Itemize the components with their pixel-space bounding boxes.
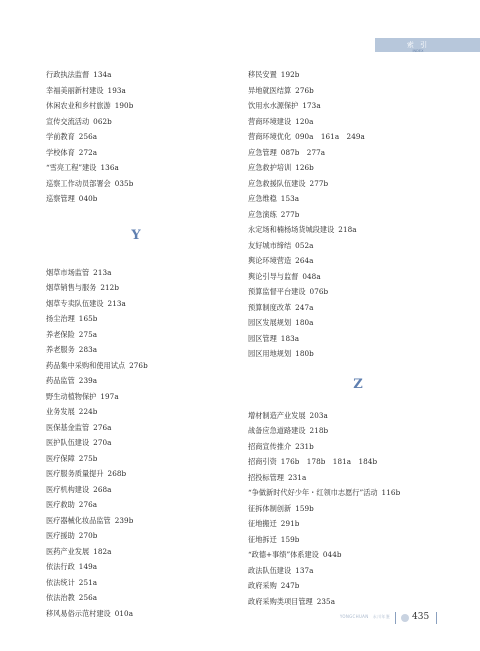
index-term: 烟草销售与服务 [46, 283, 97, 292]
page-reference: 183a [280, 333, 300, 343]
index-entry [248, 485, 468, 501]
section-subtitle: INDEX [412, 49, 424, 53]
page-reference: 212b [100, 283, 120, 292]
index-term: 医疗救助 [46, 500, 75, 509]
index-entry [248, 129, 468, 145]
index-entry [248, 253, 468, 269]
index-entry [46, 342, 226, 358]
index-entry [248, 176, 468, 192]
page-reference: 165b [78, 314, 98, 323]
page-reference: 010a [114, 608, 134, 618]
index-term: “政德+事绩”体系建设 [248, 550, 319, 559]
page-reference: 159b [295, 503, 314, 513]
page-reference: 136a [100, 163, 119, 172]
index-entry [46, 98, 226, 114]
index-term: “争做新时代好少年・红领巾志愿行”活动 [248, 488, 378, 497]
page-reference: 275a [78, 329, 98, 339]
index-entry [46, 311, 226, 327]
index-entry [248, 423, 468, 439]
index-entry [248, 532, 468, 548]
index-term: 营商环境建设 [248, 116, 292, 126]
index-term: 招商宣传推介 [248, 441, 292, 451]
footer-dot-icon [401, 614, 409, 622]
index-term: 舆论引导与监督 [248, 271, 299, 281]
index-term: 医疗器械化妆品监管 [46, 515, 111, 525]
page-reference: 159b [280, 534, 300, 544]
footer-divider [436, 612, 437, 624]
page-reference: 182a [93, 546, 112, 556]
page-reference: 270a [93, 438, 112, 447]
index-entry [248, 439, 468, 455]
index-term: 饮用水水源保护 [248, 101, 299, 110]
index-entry [248, 83, 468, 99]
index-entry [46, 466, 226, 482]
index-entry [46, 559, 226, 575]
index-term: 药品集中采购和使用试点 [46, 360, 126, 370]
index-entry [46, 358, 226, 374]
index-entry [248, 145, 468, 161]
page-reference: 239b [114, 515, 134, 525]
index-term: 医疗保障 [46, 453, 75, 463]
index-term: 园区发展规划 [248, 318, 292, 327]
right-entries-bottom [248, 408, 468, 610]
index-entry [248, 346, 468, 362]
index-term: 招商引资 [248, 457, 277, 466]
index-term: 行政执法监督 [46, 70, 90, 79]
index-entry [46, 544, 226, 560]
page-reference: 137a [295, 565, 314, 575]
index-term: 移民安置 [248, 70, 277, 79]
index-entry [248, 331, 468, 347]
index-term: 移风易俗示范村建设 [46, 608, 111, 618]
page-reference: 052a [295, 240, 314, 250]
index-term: 巡察工作动员部署会 [46, 178, 111, 188]
index-entry [248, 114, 468, 130]
page-reference: 213a [107, 298, 126, 308]
index-term: 养老保险 [46, 329, 75, 339]
index-term: 学校体育 [46, 147, 75, 157]
index-entry [248, 98, 468, 114]
index-term: 幸福美丽新村建设 [46, 85, 104, 95]
index-term: 野生动植物保护 [46, 391, 97, 401]
page-reference: 268a [93, 484, 112, 494]
index-entry [46, 83, 226, 99]
index-term: 休闲农业和乡村旅游 [46, 101, 111, 110]
index-entry [46, 373, 226, 389]
index-entry [248, 207, 468, 223]
index-term: 应急救援队伍建设 [248, 178, 306, 188]
index-term: 预算制度改革 [248, 302, 292, 312]
page-reference: 264a [295, 256, 314, 265]
index-entry [248, 408, 468, 424]
page-number: 435 [412, 612, 430, 622]
page-reference: 251a [78, 577, 98, 587]
index-term: 政府采购类项目管理 [248, 596, 313, 606]
index-entry [248, 578, 468, 594]
page-reference: 153a [280, 194, 300, 203]
index-entry [248, 238, 468, 254]
page-reference: 276a [78, 500, 98, 509]
index-term: 招投标管理 [248, 472, 284, 482]
index-term: 征地搬迁 [248, 519, 277, 528]
right-column [248, 67, 468, 609]
index-term: 战备应急道路建设 [248, 426, 306, 435]
index-term: 异地就医结算 [248, 85, 292, 95]
index-entry [248, 300, 468, 316]
right-entries-top [248, 67, 468, 362]
index-term: 依法行政 [46, 562, 75, 571]
index-entry [46, 191, 226, 207]
index-entry [46, 513, 226, 529]
page-reference: 192b [280, 70, 300, 79]
index-entry [46, 327, 226, 343]
index-term: 医护队伍建设 [46, 438, 90, 447]
page-reference: 272a [78, 147, 98, 157]
footer-brand: YONGCHUAN 永川年鉴 [339, 614, 390, 619]
index-entry [248, 315, 468, 331]
page-reference: 035b [114, 178, 134, 188]
page-reference: 231b [295, 441, 314, 451]
page-reference: 203a [309, 410, 328, 420]
index-entry [46, 451, 226, 467]
index-term: 药品监管 [46, 376, 75, 385]
index-term: 业务发展 [46, 407, 75, 416]
page-reference: 275b [78, 453, 98, 463]
index-term: 医保基金监管 [46, 422, 90, 432]
index-entry [248, 563, 468, 579]
index-entry [248, 284, 468, 300]
index-term: 应急救护培训 [248, 163, 292, 172]
page-reference: 126b [295, 163, 314, 172]
index-term: 应急演练 [248, 209, 277, 219]
index-entry [248, 470, 468, 486]
index-term: 营商环境优化 [248, 132, 292, 141]
index-term: 永定场和楠杨场货城段建设 [248, 225, 335, 234]
index-entry [46, 160, 226, 176]
index-entry [46, 389, 226, 405]
page-reference: 193a [107, 85, 126, 95]
page-reference: 277b [280, 209, 300, 219]
index-term: 医疗机构建设 [46, 484, 90, 494]
index-term: 应急管理 [248, 147, 277, 157]
page-reference: 076b [309, 287, 329, 296]
index-term: 扬尘治理 [46, 314, 75, 323]
left-entries-bottom [46, 265, 226, 622]
index-entry [248, 594, 468, 610]
page-reference: 180b [295, 349, 314, 358]
index-term: “雪亮工程”建设 [46, 163, 97, 172]
page-reference: 291b [280, 519, 300, 528]
page-reference: 149a [78, 562, 98, 571]
index-term: 学前教育 [46, 132, 75, 141]
index-entry [46, 590, 226, 606]
page-reference: 173a [302, 101, 321, 110]
index-entry [46, 528, 226, 544]
index-entry [248, 516, 468, 532]
index-entry [46, 435, 226, 451]
page-reference: 247a [295, 302, 314, 312]
index-entry [46, 176, 226, 192]
page-reference: 116b [381, 488, 401, 497]
index-term: 园区用地规划 [248, 349, 292, 358]
index-entry [46, 575, 226, 591]
index-entry [46, 280, 226, 296]
page-reference: 256a [78, 593, 98, 602]
footer-divider [395, 612, 396, 624]
page-reference: 256a [78, 132, 98, 141]
index-entry [248, 547, 468, 563]
index-term: 政府采购 [248, 581, 277, 590]
index-entry [248, 191, 468, 207]
index-entry [46, 404, 226, 420]
page-reference: 239a [78, 376, 98, 385]
index-entry [46, 145, 226, 161]
left-column [46, 67, 226, 621]
index-term: 依法统计 [46, 577, 75, 587]
index-term: 征地拆迁 [248, 534, 277, 544]
index-entry [46, 606, 226, 622]
page-reference: 180a [295, 318, 314, 327]
page-reference: 213a [93, 267, 112, 277]
page-reference: 190b [114, 101, 134, 110]
index-term: 烟草专卖队伍建设 [46, 298, 104, 308]
page-reference: 218b [309, 426, 329, 435]
index-term: 医疗服务质量提升 [46, 469, 104, 478]
index-term: 医疗援助 [46, 531, 75, 540]
page-reference: 090a 161a 249a [295, 132, 365, 141]
letter-heading-z: Z [353, 376, 363, 392]
left-entries-top [46, 67, 226, 207]
page-reference: 268b [107, 469, 127, 478]
index-entry [46, 265, 226, 281]
page-reference: 197a [100, 391, 119, 401]
index-entry [248, 160, 468, 176]
page-reference: 247b [280, 581, 300, 590]
letter-heading-y: Y [131, 227, 141, 243]
page-reference: 276a [93, 422, 112, 432]
index-term: 园区管理 [248, 333, 277, 343]
index-entry [46, 296, 226, 312]
page-reference: 120a [295, 116, 314, 126]
page-reference: 276b [129, 360, 148, 370]
index-term: 巡察管理 [46, 194, 75, 203]
page-reference: 176b 178b 181a 184b [280, 457, 378, 466]
index-term: 征拆体制创新 [248, 503, 292, 513]
index-entry [248, 67, 468, 83]
index-term: 友好城市缔结 [248, 240, 292, 250]
page-reference: 276b [295, 85, 314, 95]
page-reference: 134a [93, 70, 112, 79]
index-term: 预算监督平台建设 [248, 287, 306, 296]
page-reference: 224b [78, 407, 98, 416]
index-entry [46, 67, 226, 83]
page-reference: 235a [316, 596, 336, 606]
index-entry [46, 497, 226, 513]
index-entry [248, 269, 468, 285]
index-entry [46, 129, 226, 145]
index-term: 医药产业发展 [46, 546, 90, 556]
index-term: 舆论环境营造 [248, 256, 292, 265]
page-reference: 231a [287, 472, 307, 482]
page-reference: 062b [93, 116, 112, 126]
index-entry [248, 222, 468, 238]
page-reference: 048a [302, 271, 321, 281]
index-entry [248, 501, 468, 517]
page-reference: 277b [309, 178, 329, 188]
page-reference: 087b 277a [280, 147, 326, 157]
section-title: 索 引 [406, 41, 430, 49]
index-entry [46, 482, 226, 498]
index-term: 应急维稳 [248, 194, 277, 203]
index-entry [248, 454, 468, 470]
page-reference: 270b [78, 531, 98, 540]
index-term: 烟草市场监管 [46, 267, 90, 277]
page-reference: 283a [78, 345, 98, 354]
index-entry [46, 420, 226, 436]
index-term: 宣传交流活动 [46, 116, 90, 126]
page-reference: 218a [338, 225, 357, 234]
index-entry [46, 114, 226, 130]
index-term: 增材制造产业发展 [248, 410, 306, 420]
index-term: 养老服务 [46, 345, 75, 354]
index-term: 政法队伍建设 [248, 565, 292, 575]
page-reference: 040b [78, 194, 98, 203]
page-reference: 044b [322, 550, 342, 559]
index-term: 依法治教 [46, 593, 75, 602]
